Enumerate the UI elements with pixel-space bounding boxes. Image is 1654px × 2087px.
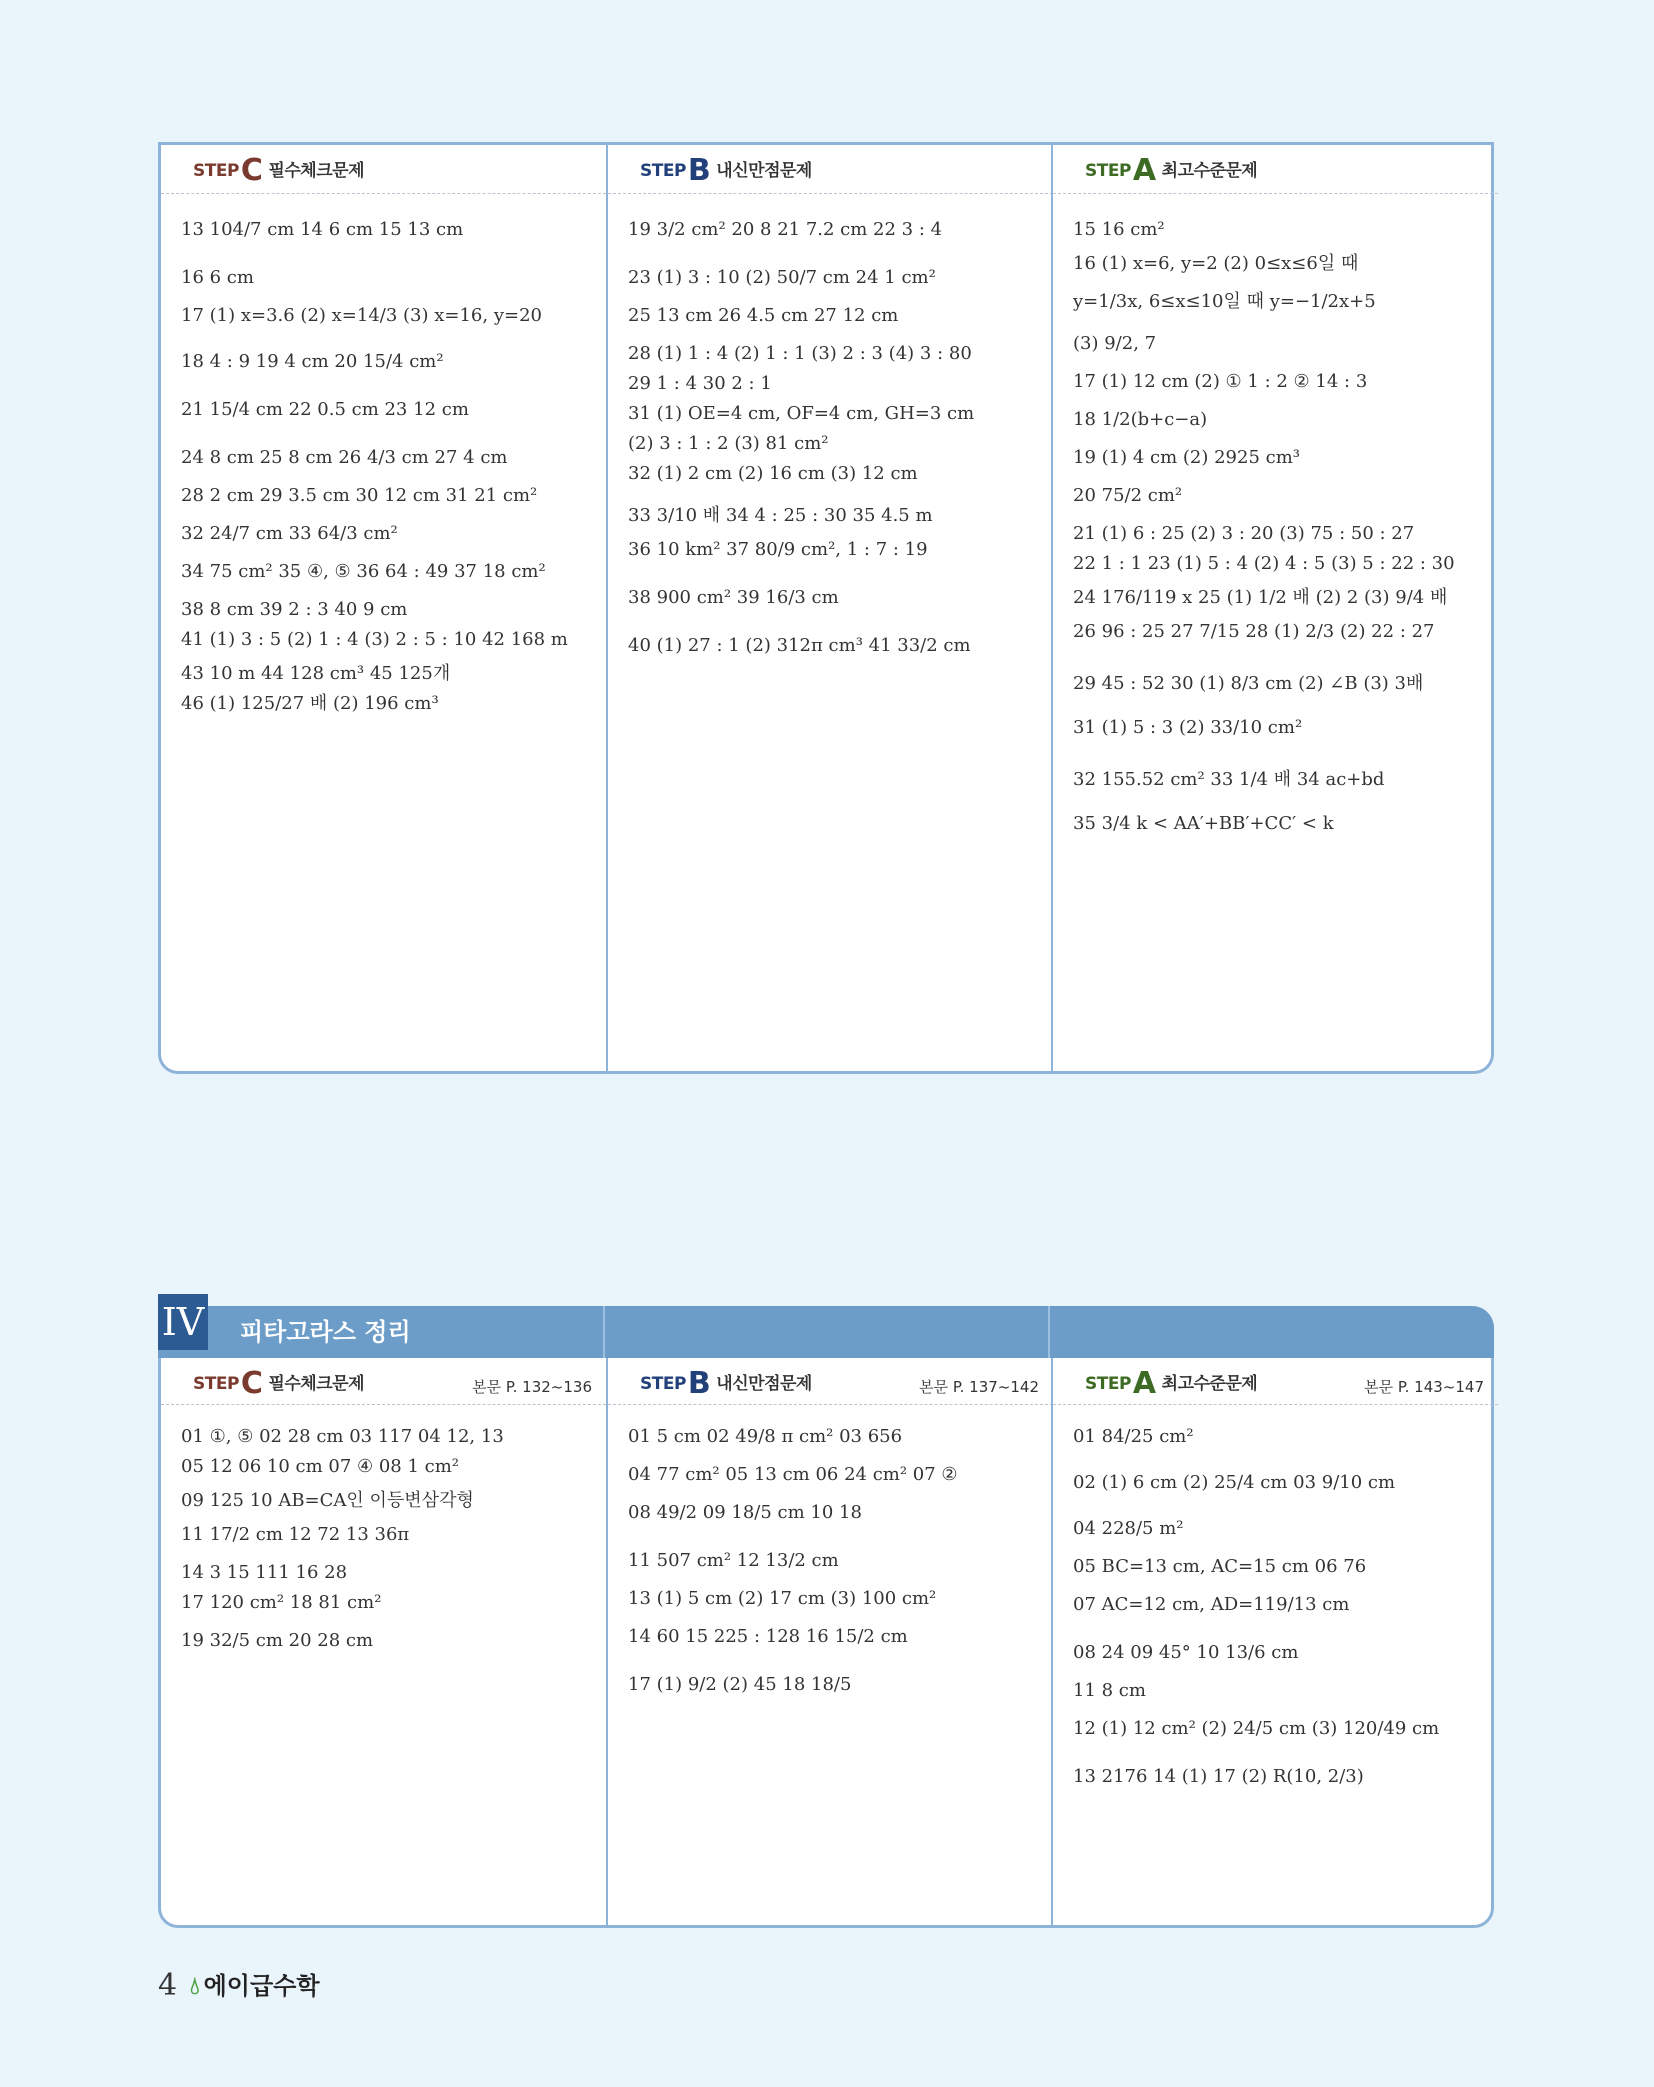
answer-text: 01 84/25 cm² [1073,1426,1194,1447]
answer-line [628,339,1045,369]
answer-text: 19 (1) 4 cm (2) 2925 cm³ [1073,447,1301,468]
answer-line [1073,761,1490,809]
answer-line [628,535,1045,583]
banner-divider [603,1306,605,1358]
answer-line [181,347,598,395]
answer-line [181,301,598,347]
answer-text: 17 (1) 9/2 (2) 45 18 18/5 [628,1674,852,1695]
page-reference: 본문 P. 132~136 [472,1378,592,1396]
answer-line [181,1626,598,1664]
answer-line [1073,1514,1490,1552]
answer-lines [628,215,1045,679]
answer-text: 01 5 cm 02 49/8 π cm² 03 656 [628,1426,903,1447]
answer-line [1073,443,1490,481]
answer-text: 22 1 : 1 23 (1) 5 : 4 (2) 4 : 5 (3) 5 : 22 : 30 [1073,553,1455,574]
step-label: STEPB 내신만점문제 [640,1366,812,1401]
answer-text: 08 24 09 45° 10 13/6 cm [1073,1642,1299,1663]
answer-line [628,263,1045,301]
answer-text: 11 8 cm [1073,1680,1146,1701]
answer-text: 05 12 06 10 cm 07 ④ 08 1 cm² [181,1456,460,1477]
answer-line [181,1558,598,1588]
answer-text: 35 3/4 k < AA′+BB′+CC′ < k [1073,813,1334,834]
step-label: STEPB 내신만점문제 [640,153,812,188]
answer-text: 17 (1) 12 cm (2) ① 1 : 2 ② 14 : 3 [1073,371,1368,392]
answer-text: 11 507 cm² 12 13/2 cm [628,1550,839,1571]
step-label: STEPC 필수체크문제 [193,1366,364,1401]
answer-line [628,1498,1045,1546]
answer-text: 11 17/2 cm 12 72 13 36π [181,1524,410,1545]
column-header [161,1358,606,1405]
answer-line [181,655,598,685]
answer-text: 29 45 : 52 30 (1) 8/3 cm (2) ∠B (3) 3배 [1073,673,1424,694]
step-label: STEPA 최고수준문제 [1085,153,1258,188]
answer-text: 15 16 cm² [1073,219,1165,240]
answer-text: 20 75/2 cm² [1073,485,1183,506]
answer-lines [1073,215,1490,857]
answer-text: 32 (1) 2 cm (2) 16 cm (3) 12 cm [628,463,918,484]
answer-text: 31 (1) 5 : 3 (2) 33/10 cm² [1073,717,1303,738]
column-step-a [1051,1306,1498,1925]
column-header [161,145,606,194]
answer-line [181,519,598,557]
answer-box-step [158,142,1494,1074]
answer-text: 04 77 cm² 05 13 cm 06 24 cm² 07 ② [628,1464,958,1485]
answer-line [181,481,598,519]
answer-line [181,215,598,263]
answer-line [1073,1714,1490,1762]
answer-line [1073,481,1490,519]
answer-line [1073,367,1490,405]
answer-text: 46 (1) 125/27 배 (2) 196 cm³ [181,693,439,714]
answer-line [181,1422,598,1452]
answer-line [1073,215,1490,245]
answer-text: 16 (1) x=6, y=2 (2) 0≤x≤6일 때 [1073,253,1359,274]
answer-line [1073,329,1490,367]
answer-text: 41 (1) 3 : 5 (2) 1 : 4 (3) 2 : 5 : 10 42 168 m [181,629,568,650]
answer-lines [1073,1422,1490,1810]
page-reference: 본문 P. 137~142 [919,1378,1039,1396]
chapter-title: 피타고라스 정리 [240,1318,411,1346]
answer-text: 21 (1) 6 : 25 (2) 3 : 20 (3) 75 : 50 : 27 [1073,523,1415,544]
answer-text: 18 4 : 9 19 4 cm 20 15/4 cm² [181,351,444,372]
answer-text: 24 176/119 x 25 (1) 1/2 배 (2) 2 (3) 9/4 배 [1073,587,1448,608]
answer-text: 25 13 cm 26 4.5 cm 27 12 cm [628,305,899,326]
step-label: STEPC 필수체크문제 [193,153,364,188]
column-header [608,1358,1053,1405]
answer-line [628,1670,1045,1718]
answer-text: 29 1 : 4 30 2 : 1 [628,373,772,394]
answer-line [1073,519,1490,549]
answer-text: 38 900 cm² 39 16/3 cm [628,587,839,608]
answer-text: 21 15/4 cm 22 0.5 cm 23 12 cm [181,399,469,420]
answer-box-chapter-iv [158,1306,1494,1928]
answer-text: 02 (1) 6 cm (2) 25/4 cm 03 9/10 cm [1073,1472,1396,1493]
answer-text: (3) 9/2, 7 [1073,333,1157,354]
answer-lines [628,1422,1045,1718]
answer-line [628,497,1045,535]
answer-line [1073,665,1490,713]
answer-line [628,301,1045,339]
answer-text: 40 (1) 27 : 1 (2) 312π cm³ 41 33/2 cm [628,635,971,656]
answer-line [181,685,598,723]
answer-line [1073,617,1490,665]
answer-line [181,557,598,595]
answer-text: 18 1/2(b+c−a) [1073,409,1208,430]
answer-line [628,1460,1045,1498]
answer-line [628,215,1045,263]
answer-text: 43 10 m 44 128 cm³ 45 125개 [181,663,451,684]
page-number: 4 [158,1968,178,2003]
answer-text: 01 ①, ⑤ 02 28 cm 03 117 04 12, 13 [181,1426,504,1447]
answer-line [181,443,598,481]
page-reference: 본문 P. 143~147 [1364,1378,1484,1396]
answer-line [628,429,1045,459]
column-step-b [606,145,1053,1071]
answer-lines [181,1422,598,1664]
answer-line [181,263,598,301]
brand-logo: 💧︎ 에이급수학 [190,1972,320,2000]
answer-text: 16 6 cm [181,267,254,288]
answer-text: 28 2 cm 29 3.5 cm 30 12 cm 31 21 cm² [181,485,538,506]
drop-icon: 💧︎ [190,1972,200,2000]
answer-line [628,369,1045,399]
answer-text: 31 (1) OE=4 cm, OF=4 cm, GH=3 cm [628,403,975,424]
answer-line [1073,245,1490,283]
answer-line [628,583,1045,631]
answer-text: 32 155.52 cm² 33 1/4 배 34 ac+bd [1073,769,1385,790]
answer-line [628,1422,1045,1460]
answer-line [1073,579,1490,617]
answer-text: 23 (1) 3 : 10 (2) 50/7 cm 24 1 cm² [628,267,936,288]
answer-text: 04 228/5 m² [1073,1518,1184,1539]
answer-line [1073,1762,1490,1810]
answer-text: 19 3/2 cm² 20 8 21 7.2 cm 22 3 : 4 [628,219,943,240]
column-step-b [606,1306,1053,1925]
answer-text: 28 (1) 1 : 4 (2) 1 : 1 (3) 2 : 3 (4) 3 : 80 [628,343,972,364]
answer-text: 13 2176 14 (1) 17 (2) R(10, 2/3) [1073,1766,1364,1787]
answer-text: y=1/3x, 6≤x≤10일 때 y=−1/2x+5 [1073,291,1376,312]
answer-line [1073,1552,1490,1590]
answer-line [1073,809,1490,857]
answer-line [628,399,1045,429]
answer-text: 38 8 cm 39 2 : 3 40 9 cm [181,599,408,620]
answer-line [1073,1590,1490,1638]
column-header [1053,145,1498,194]
answer-line [628,459,1045,497]
answer-text: 13 (1) 5 cm (2) 17 cm (3) 100 cm² [628,1588,937,1609]
answer-text: 34 75 cm² 35 ④, ⑤ 36 64 : 49 37 18 cm² [181,561,546,582]
answer-line [1073,283,1490,329]
answer-text: 07 AC=12 cm, AD=119/13 cm [1073,1594,1350,1615]
column-header [1053,1358,1498,1405]
banner-divider [1048,1306,1050,1358]
answer-text: 17 (1) x=3.6 (2) x=14/3 (3) x=16, y=20 [181,305,542,326]
column-step-c [161,1306,606,1925]
answer-line [1073,1468,1490,1514]
answer-text: 12 (1) 12 cm² (2) 24/5 cm (3) 120/49 cm [1073,1718,1440,1739]
answer-line [181,1588,598,1626]
answer-text: 19 32/5 cm 20 28 cm [181,1630,374,1651]
answer-text: 24 8 cm 25 8 cm 26 4/3 cm 27 4 cm [181,447,508,468]
answer-line [1073,1422,1490,1468]
answer-text: 14 3 15 111 16 28 [181,1562,348,1583]
answer-text: 08 49/2 09 18/5 cm 10 18 [628,1502,862,1523]
answer-line [1073,549,1490,579]
column-step-a [1051,145,1498,1071]
answer-text: 09 125 10 AB=CA인 이등변삼각형 [181,1490,474,1511]
answer-line [181,595,598,625]
answer-line [1073,1638,1490,1676]
answer-line [181,395,598,443]
column-header [608,145,1053,194]
answer-line [628,631,1045,679]
answer-line [181,1520,598,1558]
answer-line [1073,1676,1490,1714]
answer-text: 13 104/7 cm 14 6 cm 15 13 cm [181,219,464,240]
answer-line [181,1482,598,1520]
answer-line [628,1584,1045,1622]
answer-line [1073,713,1490,761]
answer-line [181,1452,598,1482]
answer-line [181,625,598,655]
answer-text: 17 120 cm² 18 81 cm² [181,1592,382,1613]
answer-line [628,1622,1045,1670]
chapter-number: IV [158,1294,208,1350]
answer-text: 33 3/10 배 34 4 : 25 : 30 35 4.5 m [628,505,933,526]
answer-text: 36 10 km² 37 80/9 cm², 1 : 7 : 19 [628,539,928,560]
answer-text: 26 96 : 25 27 7/15 28 (1) 2/3 (2) 22 : 27 [1073,621,1435,642]
answer-text: 32 24/7 cm 33 64/3 cm² [181,523,398,544]
answer-text: (2) 3 : 1 : 2 (3) 81 cm² [628,433,829,454]
column-step-c [161,145,606,1071]
answer-line [628,1546,1045,1584]
answer-text: 14 60 15 225 : 128 16 15/2 cm [628,1626,908,1647]
answer-text: 05 BC=13 cm, AC=15 cm 06 76 [1073,1556,1367,1577]
answer-lines [181,215,598,723]
step-label: STEPA 최고수준문제 [1085,1366,1258,1401]
answer-line [1073,405,1490,443]
